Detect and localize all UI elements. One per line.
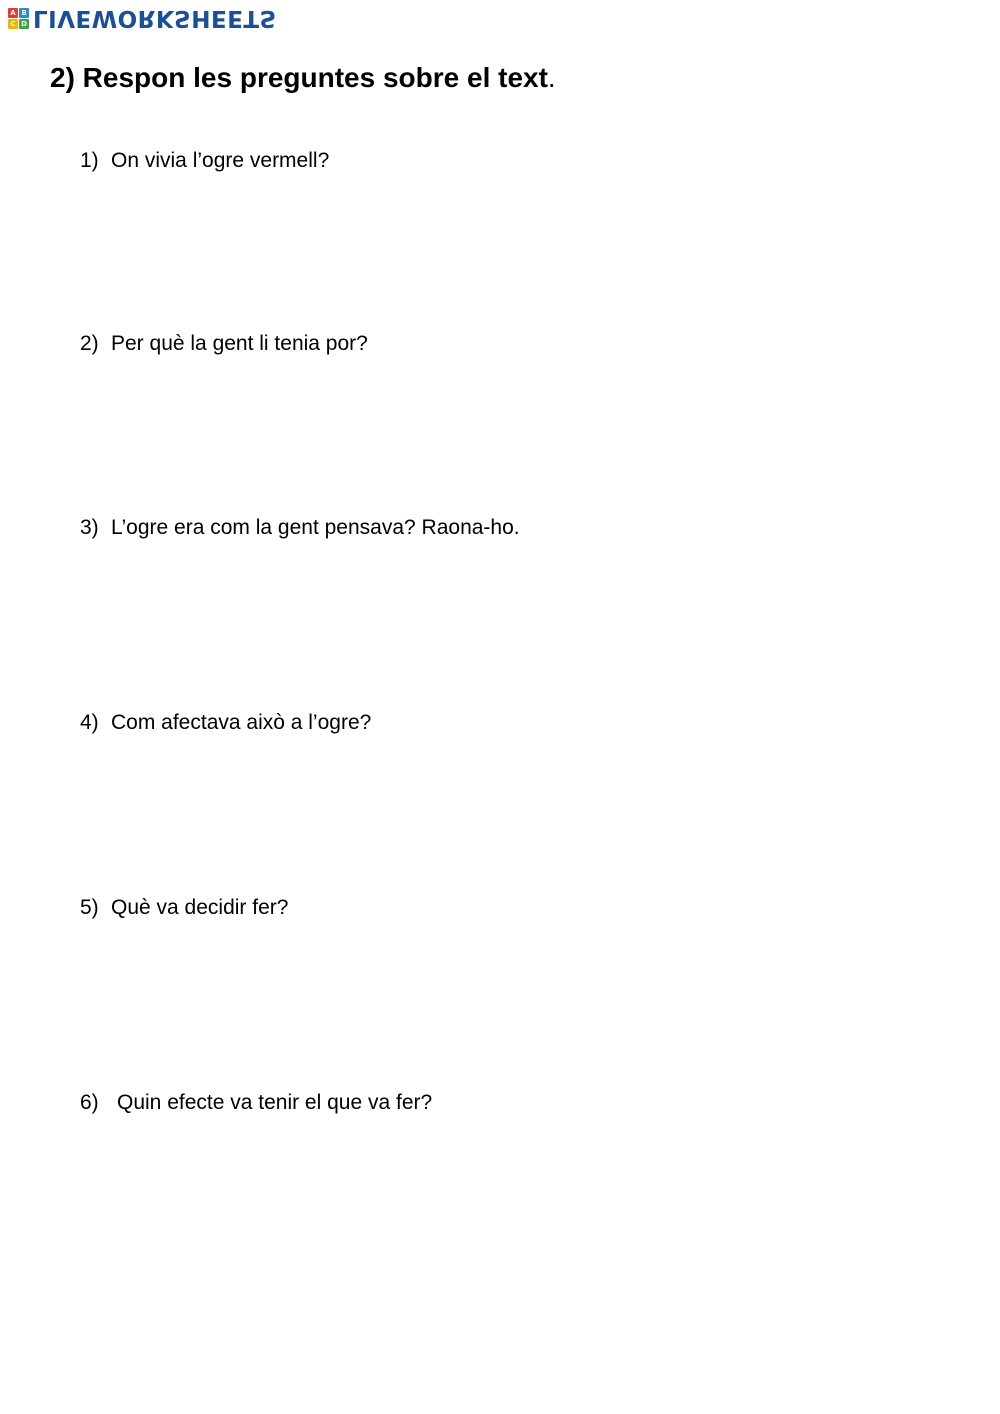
title-text: 2) Respon les preguntes sobre el text [50, 62, 548, 93]
question-number: 6) [80, 1091, 99, 1114]
question-text: On vivia l’ogre vermell? [111, 149, 330, 172]
logo-block-c: C [8, 19, 18, 29]
question-6 [80, 1089, 432, 1117]
question-text: Què va decidir fer? [111, 896, 289, 919]
answer-area-1[interactable] [80, 185, 940, 315]
question-1 [80, 147, 329, 175]
question-text: Quin efecte va tenir el que va fer? [117, 1091, 433, 1114]
question-number: 4) [80, 711, 99, 734]
question-text: Per què la gent li tenia por? [111, 332, 368, 355]
logo-block-b: B [19, 8, 29, 18]
question-number: 3) [80, 516, 99, 539]
question-2 [80, 330, 368, 358]
logo-block-a: A [8, 8, 18, 18]
answer-area-5[interactable] [80, 932, 940, 1062]
liveworksheets-logo [8, 4, 277, 32]
question-text: L’ogre era com la gent pensava? Raona-ho. [111, 516, 520, 539]
answer-area-3[interactable] [80, 552, 940, 682]
answer-area-2[interactable] [80, 368, 940, 498]
question-5 [80, 894, 288, 922]
question-text: Com afectava això a l’ogre? [111, 711, 372, 734]
question-number: 5) [80, 896, 99, 919]
question-3 [80, 514, 520, 542]
answer-area-6[interactable] [80, 1127, 940, 1257]
answer-area-4[interactable] [80, 747, 940, 877]
question-number: 1) [80, 149, 99, 172]
question-4 [80, 709, 371, 737]
logo-blocks-icon [8, 8, 29, 29]
worksheet-title [50, 60, 556, 96]
title-period: . [547, 62, 556, 93]
logo-wordmark: LIVEWORKSHEETS [33, 5, 277, 31]
question-number: 2) [80, 332, 99, 355]
logo-block-d: D [19, 19, 29, 29]
